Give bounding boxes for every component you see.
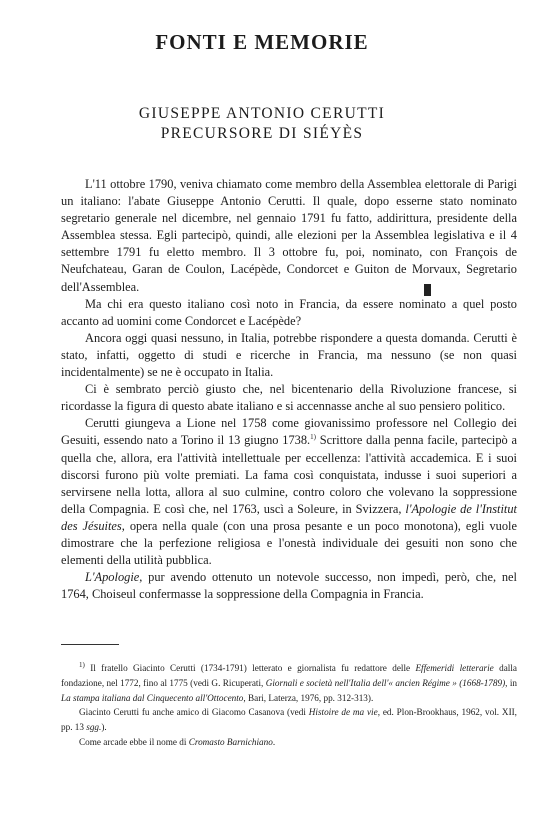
paragraph-5-text-b: Scrittore dalla penna facile, partecipò a quella che, allora, era l'attività intellettuale per eccellenza: l'attività accademica. E i suoi discorsi furono più volte premiati. La fama così conquistata, indusse i suoi superiori a servirsene nella lotta, allora al suo culmine, contro coloro che volevano la soppressione della Compagnia. E così che, nel 1763, uscì a Soleure, in Svizzera, [61,433,517,516]
paragraph-2: Ma chi era questo italiano così noto in Francia, da essere nominato a quel posto accanto ad uomini come Condorcet e Lacépède? [61,296,517,328]
footnote-reference: 1) [310,433,316,442]
footnote-1 [61,661,517,705]
footnote-2-text-c: ). [101,722,107,733]
footnote-2 [61,705,517,735]
article-body [61,176,517,603]
footnote-3-arcadian-name: Cromasto Barnichiano [188,736,273,747]
paragraph-5 [61,415,517,569]
footnote-1-title-a: Effemeridi letterarie [415,663,494,673]
footnote-2-text-a: Giacinto Cerutti fu anche amico di Giacomo Casanova (vedi [79,707,309,718]
footnote-2-abbrev: sgg. [86,722,102,733]
footnote-2-text-b: , ed. Plon-Brookhaus, 1962, vol. XII, pp. 13 [61,707,517,733]
book-title-apologie: L'Apologie [85,570,140,585]
footnote-3 [61,735,517,750]
section-title: FONTI E MEMORIE [155,30,369,54]
footnote-1-text-b: dalla fondazione, nel 1772, fino al 1775 (vedi G. Ricuperati, [61,663,517,688]
footnote-3-text-a: Come arcade ebbe il nome di [79,736,189,747]
paragraph-1: L'11 ottobre 1790, veniva chiamato come membro della Assemblea elettorale di Parigi un italiano: l'abate Giuseppe Antonio Cerutti. Il quale, dopo esserne stato nominato segretario generale nel dicembre, nel gennaio 1791 fu fatto, addirittura, presidente della Assemblea stessa. Egli partecipò, quindi, alle elezioni per la Assemblea legislativa e il 4 settembre 1791 fu eletto membro. Il 3 ottobre fu, poi, nominato, con François de Neufchateau, Garan de Coulon, Lacépède, Condorcet e Guiton de Morvaux, Segretario dell'Assemblea. [61,177,517,294]
footnote-1-marker: 1) [79,660,85,669]
footnote-1-title-b: Giornali e società nell'Italia dell'« ancien Régime » (1668-1789) [265,677,506,688]
paragraph-3: Ancora oggi quasi nessuno, in Italia, potrebbe rispondere a questa domanda. Cerutti è stato, infatti, oggetto di studi e ricerche in Francia, ma nessuno (se non quasi incidentalmente) se ne è occupato in Italia. [61,330,517,380]
footnotes [61,661,517,750]
paragraph-5-text-a: Cerutti giungeva a Lione nel 1758 come giovanissimo professore nel Collegio dei Gesuiti, essendo nato a Torino il 13 giugno 1738. [61,416,517,448]
article-title-line-2: PRECURSORE DI SIÉYÈS [160,125,364,142]
footnote-1-text-a: Il fratello Giacinto Cerutti (1734-1791) letterato e giornalista fu redattore delle [84,663,416,673]
paragraph-4: Ci è sembrato perciò giusto che, nel bicentenario della Rivoluzione francese, si ricordasse la figura di questo abate italiano e si accennasse anche al suo pensiero politico. [61,382,517,414]
footnote-1-text-d: , Bari, Laterza, 1976, pp. 312-313). [243,692,374,703]
paragraph-6-text: , pur avendo ottenuto un notevole successo, non impedì, però, che, nel 1764, Choiseul confermasse la soppressione della Compagnia in Francia. [61,570,517,602]
book-title-apologie-full: l'Apologie de l'Institut des Jésuites [61,501,518,533]
footnote-3-text-b: . [272,736,276,747]
footnote-1-text-c: , in [505,677,517,688]
paragraph-5-text-c: , opera nella quale (con una prosa pesante e un poco monotona), egli vuole dimostrare che la perfezione religiosa e l'onestà individuale dei gesuiti non sono che elementi della utilità pubblica. [61,518,518,568]
footnote-1-title-c: La stampa italiana dal Cinquecento all'Ottocento [61,692,244,703]
footnote-divider [61,644,119,645]
ink-mark [424,284,431,296]
article-title [0,104,524,144]
article-title-line-1: GIUSEPPE ANTONIO CERUTTI [138,105,386,122]
footnote-2-title: Histoire de ma vie [308,707,378,718]
paragraph-6 [61,569,517,603]
